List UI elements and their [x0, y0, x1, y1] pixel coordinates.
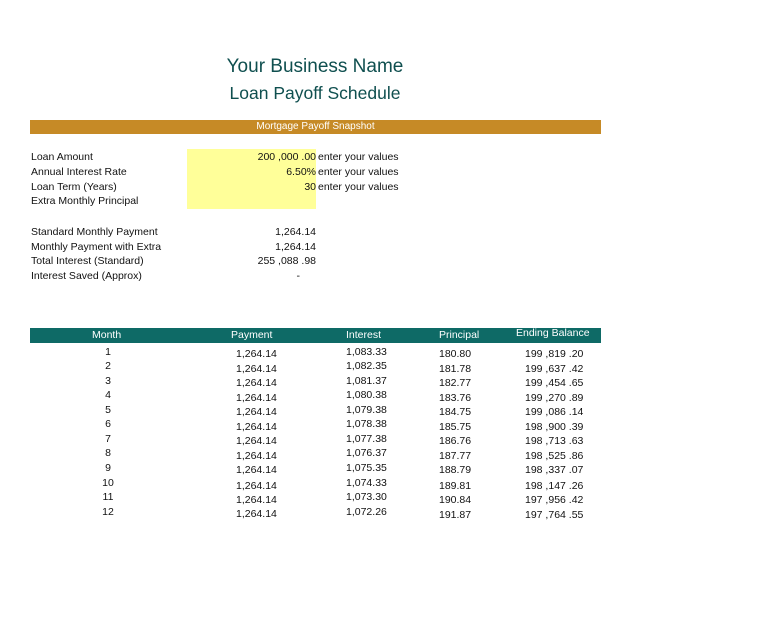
principal-cell: 189.81 — [439, 480, 472, 492]
col-payment-header: Payment — [231, 329, 273, 341]
interest-rate-hint: enter your values — [318, 166, 399, 178]
payment-with-extra-label: Monthly Payment with Extra — [31, 241, 162, 253]
principal-cell: 191.87 — [439, 509, 472, 521]
interest-cell: 1,077.38 — [346, 433, 387, 445]
total-interest-label: Total Interest (Standard) — [31, 255, 144, 267]
balance-cell: 199 ,086 .14 — [525, 406, 584, 418]
month-cell: 1 — [105, 346, 111, 358]
principal-cell: 190.84 — [439, 494, 472, 506]
table-row — [30, 491, 601, 505]
col-principal-header: Principal — [439, 329, 480, 341]
payment-cell: 1,264.14 — [236, 406, 277, 418]
interest-cell: 1,081.37 — [346, 375, 387, 387]
interest-saved-value: - — [296, 270, 300, 282]
col-month-header: Month — [92, 329, 122, 341]
interest-cell: 1,074.33 — [346, 477, 387, 489]
loan-amount-hint: enter your values — [318, 151, 399, 163]
payment-cell: 1,264.14 — [236, 348, 277, 360]
table-row — [30, 360, 601, 374]
interest-rate-value[interactable]: 6.50% — [286, 166, 316, 178]
interest-saved-label: Interest Saved (Approx) — [31, 270, 142, 282]
balance-cell: 198 ,900 .39 — [525, 421, 584, 433]
table-row — [30, 447, 601, 461]
principal-cell: 187.77 — [439, 450, 472, 462]
payment-cell: 1,264.14 — [236, 494, 277, 506]
payment-cell: 1,264.14 — [236, 392, 277, 404]
interest-cell: 1,079.38 — [346, 404, 387, 416]
interest-cell: 1,076.37 — [346, 447, 387, 459]
table-row — [30, 418, 601, 432]
col-balance-header: Ending Balance — [516, 327, 590, 339]
month-cell: 7 — [105, 433, 111, 445]
interest-cell: 1,078.38 — [346, 418, 387, 430]
loan-term-value[interactable]: 30 — [304, 181, 316, 193]
month-cell: 2 — [105, 360, 111, 372]
principal-cell: 183.76 — [439, 392, 472, 404]
total-interest-value: 255 ,088 .98 — [257, 255, 316, 267]
principal-cell: 188.79 — [439, 464, 472, 476]
standard-payment-value: 1,264.14 — [275, 226, 316, 238]
balance-cell: 199 ,454 .65 — [525, 377, 584, 389]
table-row — [30, 477, 601, 491]
payment-cell: 1,264.14 — [236, 508, 277, 520]
principal-cell: 181.78 — [439, 363, 472, 375]
balance-cell: 199 ,819 .20 — [525, 348, 584, 360]
month-cell: 12 — [102, 506, 114, 518]
col-interest-header: Interest — [346, 329, 382, 341]
principal-cell: 186.76 — [439, 435, 472, 447]
standard-payment-label: Standard Monthly Payment — [31, 226, 158, 238]
interest-cell: 1,083.33 — [346, 346, 387, 358]
payment-cell: 1,264.14 — [236, 377, 277, 389]
loan-amount-label: Loan Amount — [31, 151, 93, 163]
interest-cell: 1,075.35 — [346, 462, 387, 474]
payment-cell: 1,264.14 — [236, 450, 277, 462]
balance-cell: 198 ,525 .86 — [525, 450, 584, 462]
balance-cell: 199 ,637 .42 — [525, 363, 584, 375]
table-row — [30, 433, 601, 447]
table-row — [30, 346, 601, 360]
interest-cell: 1,072.26 — [346, 506, 387, 518]
payment-cell: 1,264.14 — [236, 480, 277, 492]
principal-cell: 180.80 — [439, 348, 472, 360]
payment-cell: 1,264.14 — [236, 421, 277, 433]
month-cell: 11 — [102, 491, 114, 503]
payment-cell: 1,264.14 — [236, 435, 277, 447]
month-cell: 6 — [105, 418, 111, 430]
schedule-table-header — [30, 328, 601, 343]
payment-with-extra-value: 1,264.14 — [275, 241, 316, 253]
business-name-title: Your Business Name — [226, 56, 404, 77]
month-cell: 10 — [102, 477, 114, 489]
table-row — [30, 404, 601, 418]
principal-cell: 184.75 — [439, 406, 472, 418]
schedule-subtitle: Loan Payoff Schedule — [229, 83, 401, 103]
month-cell: 5 — [105, 404, 111, 416]
interest-cell: 1,082.35 — [346, 360, 387, 372]
balance-cell: 197 ,764 .55 — [525, 509, 584, 521]
table-row — [30, 389, 601, 403]
loan-amount-value[interactable]: 200 ,000 .00 — [257, 151, 316, 163]
month-cell: 3 — [105, 375, 111, 387]
payment-cell: 1,264.14 — [236, 363, 277, 375]
table-row — [30, 506, 601, 520]
loan-term-label: Loan Term (Years) — [31, 181, 117, 193]
interest-rate-label: Annual Interest Rate — [31, 166, 127, 178]
extra-principal-label: Extra Monthly Principal — [31, 195, 139, 207]
loan-term-hint: enter your values — [318, 181, 399, 193]
balance-cell: 198 ,713 .63 — [525, 435, 584, 447]
table-row — [30, 462, 601, 476]
balance-cell: 198 ,147 .26 — [525, 480, 584, 492]
interest-cell: 1,080.38 — [346, 389, 387, 401]
principal-cell: 185.75 — [439, 421, 472, 433]
snapshot-bar: Mortgage Payoff Snapshot — [30, 120, 601, 134]
balance-cell: 197 ,956 .42 — [525, 494, 584, 506]
month-cell: 4 — [105, 389, 111, 401]
month-cell: 8 — [105, 447, 111, 459]
table-row — [30, 375, 601, 389]
balance-cell: 199 ,270 .89 — [525, 392, 584, 404]
month-cell: 9 — [105, 462, 111, 474]
interest-cell: 1,073.30 — [346, 491, 387, 503]
payment-cell: 1,264.14 — [236, 464, 277, 476]
balance-cell: 198 ,337 .07 — [525, 464, 584, 476]
principal-cell: 182.77 — [439, 377, 472, 389]
